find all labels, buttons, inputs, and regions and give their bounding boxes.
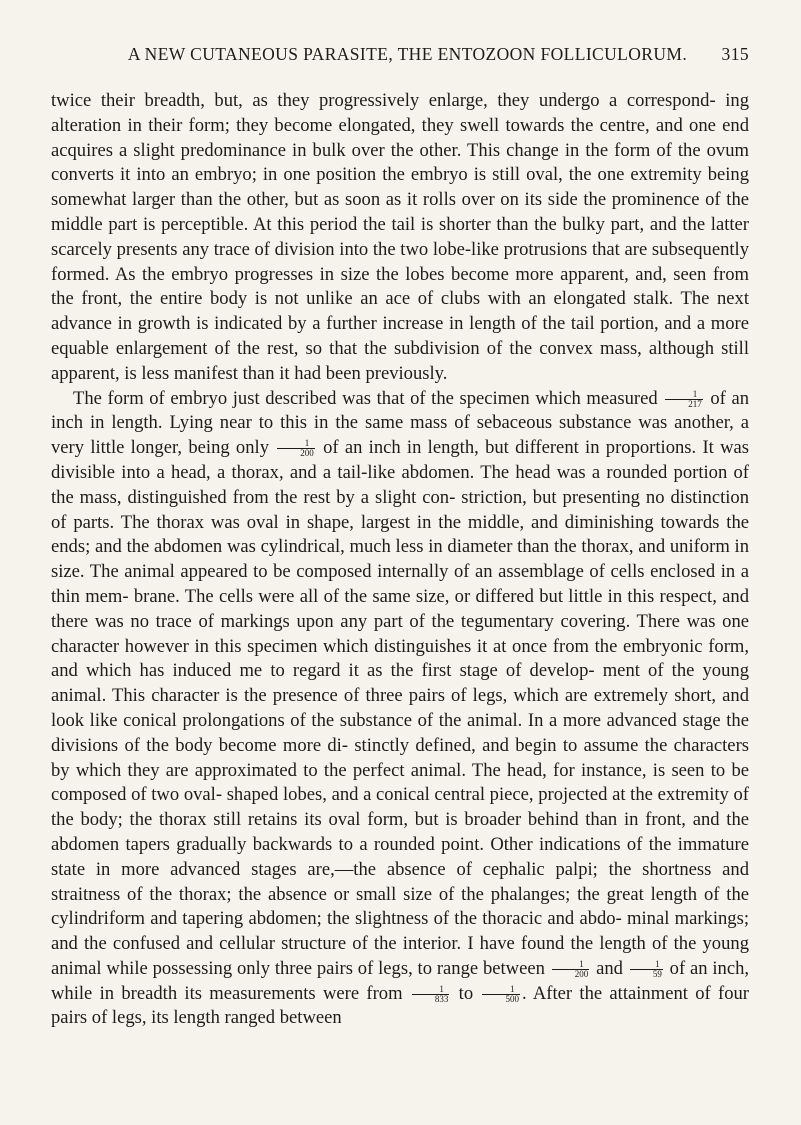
fraction-numerator: 1 [482,985,520,995]
fraction-denominator: 500 [505,993,519,1004]
fraction-numerator: 1 [665,390,703,400]
paragraph-2-segment: and [596,957,623,979]
fraction-1-59 [630,960,663,979]
paragraph-2-segment: of an inch in length. Lying near to this in the same mass of sebaceous substance was another, a very little longer, being only [51,387,749,459]
fraction-1-217 [665,390,703,409]
page-number: 315 [721,44,749,64]
paragraph-2-segment: . After the attainment of four pairs of legs, its length ranged between [51,982,749,1029]
fraction-numerator: 1 [552,960,590,970]
paragraph-2-segment: of an inch, while in breadth its measurements were from [51,957,750,1004]
paragraph-2 [51,387,749,1032]
fraction-denominator: 200 [574,969,589,980]
fraction-1-200 [277,439,315,458]
running-title: A NEW CUTANEOUS PARASITE, THE ENTOZOON FOLLICULORUM. [127,44,688,64]
fraction-denominator: 200 [300,448,314,459]
paragraph-2-segment: to [458,982,474,1004]
running-header [110,44,749,65]
fraction-numerator: 1 [277,439,315,449]
fraction-1-833 [412,985,450,1004]
fraction-numerator: 1 [630,960,663,970]
fraction-numerator: 1 [412,985,450,995]
fraction-1-500 [482,985,520,1004]
body-text [51,89,749,1031]
paragraph-1: twice their breadth, but, as they progressively enlarge, they undergo a correspond- ing alteration in their form; they become elongated, they swell towards the centre, and one end acquires a slight predominance in bulk over the other. This change in the form of the ovum converts it into an embryo; in one position the embryo is still oval, the one extremity being somewhat larger than the other, but as soon as it rolls over on its side the prominence of the middle part is perceptible. At this period the tail is shorter than the bulky part, and the latter scarcely presents any trace of division into the two lobe-like protrusions that are subsequently formed. As the embryo progresses in size the lobes become more apparent, and, seen from the front, the entire body is not unlike an ace of clubs with an elongated stalk. The next advance in growth is indicated by a further increase in length of the tail portion, and a more equable enlargement of the rest, so that the subdivision of the convex mass, although still apparent, is less manifest than it had been previously. [51,90,749,384]
fraction-denominator: 833 [434,993,449,1004]
fraction-1-200 [552,960,590,979]
paragraph-2-segment: The form of embryo just described was that of the specimen which measured [73,387,658,409]
fraction-denominator: 217 [688,398,702,409]
fraction-denominator: 59 [652,969,662,980]
paragraph-2-segment: of an inch in length, but different in proportions. It was divisible into a head, a thorax, and a tail-like abdomen. The head was a rounded portion of the mass, distinguished from the rest by a slight con- striction, but presenting no distinction of parts. The thorax was oval in shape, largest in the middle, and diminishing towards the ends; and the abdomen was cylindrical, much less in diameter than the thorax, and uniform in size. The animal appeared to be composed internally of an assemblage of cells enclosed in a thin mem- brane. The cells were all of the same size, or differed but little in this respect, and there was no trace of markings upon any part of the tegumentary covering. There was one character however in this specimen which distinguishes it at once from the embryonic form, and which has induced me to regard it as the first stage of develop- ment of the young animal. This character is the presence of three pairs of legs, which are extremely short, and look like conical prolongations of the substance of the animal. In a more advanced stage the divisions of the body become more di- stinctly defined, and begin to assume the characters by which they are approximated to the perfect animal. The head, for instance, is seen to be composed of two oval- shaped lobes, and a conical central piece, projected at the extremity of the body; the thorax still retains its oval form, but is broader behind than in front, and the abdomen tapers gradually backwards to a rounded point. Other indications of the immature state in more advanced stages are,—the absence of cephalic palpi; the shortness and straitness of the thorax; the absence or small size of the phalanges; the great length of the cylindriform and tapering abdomen; the slightness of the thoracic and abdo- minal markings; and the confused and cellular structure of the interior. I have found the length of the young animal while possessing only three pairs of legs, to range between [51,437,749,979]
